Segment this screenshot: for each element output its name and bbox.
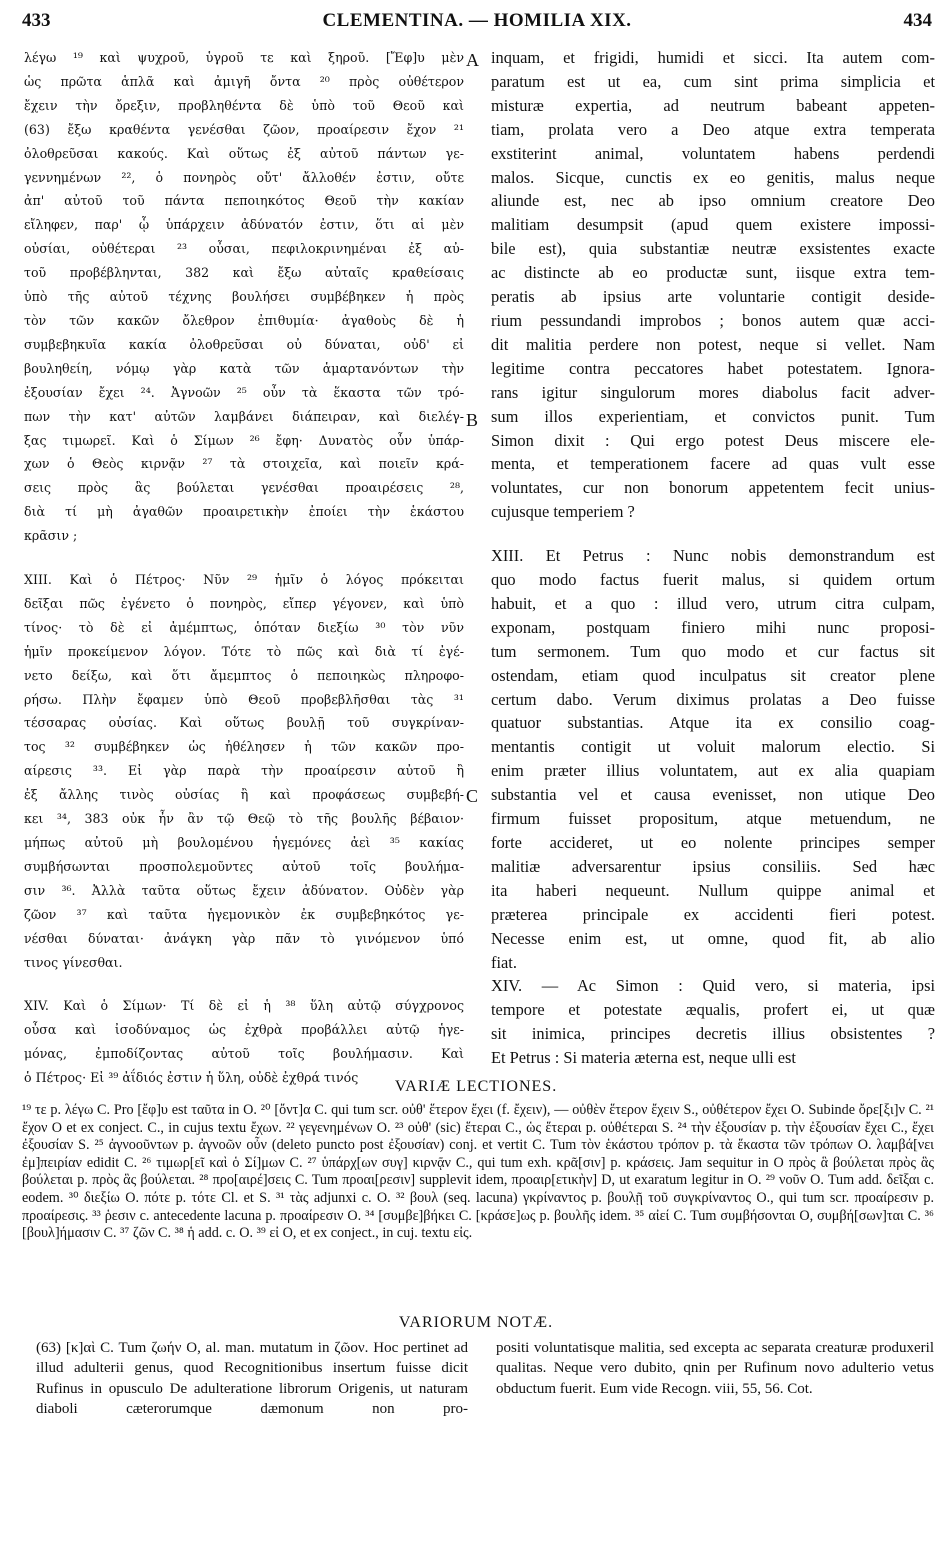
greek-text-line: σεις πρὸς ἃς βούλεται γενέσθαι προαιρέσεις ²⁸, [24, 480, 464, 496]
latin-text-line: sit inimica, principes decretis illius obsistentes ? [491, 1024, 935, 1044]
latin-text-line: tempore et potestate æqualis, profert ei, ut quæ [491, 1000, 935, 1020]
variorum-notae-col1: (63) [κ]αὶ C. Tum ζωήν O, al. man. mutatum in ζῶον. Hoc pertinet ad illud adulterii genus, quod Recognitionibus insertum fuisse dicit Rufinus in opusculo De adulteratione librorum Origenis, ut naturam diaboli cæterorumque dæmonum non pro- [36, 1340, 468, 1418]
paragraph-gap [491, 524, 935, 544]
greek-text-line: ὁ Πέτρος· Εἰ ³⁹ ἀΐδιός ἐστιν ἡ ὕλη, οὐδὲ ἐχθρά τινός [24, 1070, 359, 1086]
greek-text-line: ζῶον ³⁷ καὶ ταῦτα ἡγεμονικὸν ἐκ συμβεβηκότος γε- [24, 906, 464, 922]
latin-text-line: enim præter illius voluntatem, aut ex alia quapiam [491, 761, 935, 781]
paragraph-gap [24, 548, 464, 568]
latin-text-line: tiam, prolata vero a Deo atque extra temperata [491, 119, 935, 139]
latin-text-line: Simon dixit : Qui ergo potest Deus miscere ele- [491, 430, 935, 450]
greek-text-line: ὑπὸ τῆς αὐτοῦ τέχνης βουλήσει συμβέβηκεν ἡ πρὸς [24, 289, 464, 305]
latin-text-line: habuit, et a quo : illud vero, utrum citra culpam, [491, 593, 935, 613]
greek-text-line: συμβήσωνται προσπολεμοῦντες αὐτοῦ τοῖς βουλήμα- [24, 858, 464, 874]
greek-text-line: μόνας, ἐμποδίζοντας αὐτοῦ τοῖς βουλήμασιν. Καὶ [24, 1046, 464, 1062]
greek-text-line: νετο δείξω, καὶ ὅτι ἄμεμπτος ὁ πεποιηκὼς πληροφο- [24, 667, 464, 683]
latin-text-line: inquam, et frigidi, humidi et sicci. Ita autem com- [491, 48, 935, 67]
latin-text-line: legitime contra peccatores habet potestatem. Ignora- [491, 358, 935, 378]
greek-text-line: λέγω ¹⁹ καὶ ψυχροῦ, ὑγροῦ τε καὶ ξηροῦ. [Ἔφ]υ μὲν [24, 50, 464, 65]
latin-text-line: malitiam desumpsit (apud quem existere impossi- [491, 215, 935, 235]
greek-text-line: δεῖξαι πῶς ἐγένετο ὁ πονηρὸς, εἴπερ γέγονεν, καὶ ὑπὸ [24, 595, 464, 611]
latin-text-line: ac distincte ab eo productæ sunt, iisque extra tem- [491, 263, 935, 283]
margin-letter-b: B [466, 410, 479, 430]
greek-text-line: τέσσαρας οὐσίας. Καὶ οὕτως βουλῇ τοῦ συγκρίναν- [24, 715, 464, 731]
latin-text-line: Necesse enim est, ut omne, quod fit, ab alio [491, 928, 935, 948]
paragraph-gap [24, 974, 464, 994]
greek-text-line: XIII. Καὶ ὁ Πέτρος· Νῦν ²⁹ ἡμῖν ὁ λόγος πρόκειται [24, 572, 464, 588]
latin-text-line: bile est), quia substantiæ neutræ exsistentes exacte [491, 239, 935, 259]
greek-text-line: τος ³² συμβέβηκεν ὡς ἠθέλησεν ἡ τῶν κακῶν προ- [24, 739, 464, 755]
latin-text-line: sum illos experientiam, et convictos punit. Tum [491, 406, 935, 426]
latin-text-line: ita haberi nequeunt. Nullum quippe animal et [491, 880, 935, 900]
greek-text-line: αίρεσις ³³. Εἰ γὰρ παρὰ τὴν προαίρεσιν αὐτοῦ ἢ [24, 763, 464, 779]
greek-text-line: ἐξ ἄλλης τινὸς οὐσίας ἢ καὶ προφάσεως συμβεβή- [24, 787, 464, 803]
greek-text-line: ὡς πρῶτα ἁπλᾶ καὶ ἀμιγῆ ὄντα ²⁰ πρὸς οὐθέτερον [24, 73, 464, 89]
margin-letter-c: C [466, 786, 479, 806]
latin-text-line: quo modo factus fuerit malus, si quidem ortum [491, 570, 935, 590]
latin-text-line: mentantis contigit ut voluit malorum electio. Si [491, 737, 935, 757]
greek-text-line: ἀπ' αὐτοῦ τοῦ πάντα πεποιηκότος Θεοῦ τὴν κακίαν [24, 193, 464, 209]
latin-text-line: voluntates, cur non bonorum appetentem fecit unius- [491, 478, 935, 498]
greek-text-line: διὰ τί μὴ ἀγαθῶν προαιρετικὴν ἐποίει τὴν ἑκάστου [24, 504, 464, 520]
latin-text-line: exponam, postquam finiero mihi nunc proposi- [491, 617, 935, 637]
latin-text-line: malitiæ adversarentur ipsius consiliis. Sed hæc [491, 856, 935, 876]
latin-text-line: paratum est ut ea, cum sint prima simplicia et [491, 71, 935, 91]
latin-text-line: tum sermonem. Tum quo modo et cur factus sit [491, 641, 935, 661]
latin-text-line: XIII. Et Petrus : Nunc nobis demonstrandum est [491, 546, 935, 566]
greek-text-line: οὐσίαι, οὐθέτεραι ²³ οὖσαι, πεφιλοκρινημέναι ἐξ αὐ- [24, 241, 464, 257]
latin-text-line: misturæ expertia, ad neutrum babeant appeten- [491, 95, 935, 115]
greek-column [24, 46, 464, 1090]
greek-text-line: νέσθαι δύναται· ἀνάγκη γὰρ πᾶν τὸ γινόμενον ὑπό [24, 930, 464, 946]
variae-lectiones-text: ¹⁹ τε p. λέγω C. Pro [ἔφ]υ est ταῦτα in O. ²⁰ [ὄντ]α C. qui tum scr. οὐθ' ἕτερον ἔχει (f. ἔχειν), — οὐθὲν ἕτερον ἔχειν S., οὐθέτερον ἔχει O. Subinde ὄρε[ξι]ν C. ²¹ ἔχον O et ex conject. C., in cujus textu ἔχων. ²² γεγενημένων O. ²³ οὐθ' (sic) ἕτεραι C., ὡς ἕτεραι p. οὐθέτεραι S. ²⁴ τὴν ἐξουσίαν p. τὴν ἐξουσίαν ἔχει C., ἔχει ἐξουσίαν S. ²⁵ ἀγνοοῦντων p. ἀγνοῶν οὖν (deleto puncto post ἐξουσίαν) conj. et vertit C. Tum τὸν ἑκάστου τρόπον p. τὰ ἕκαστα τῶν τρόπων O. λαμβά[νει ἐμ]πειρίαν edidit C. ²⁶ τιμωρ[εῖ καὶ ὁ Σί]μων C. ²⁷ ὑπάρχ[ων συγ] κιρνᾷν C., qui tum exh. κρᾶ[σιν] p. κράσεις. Jam sequitur in O πρὸς ἃ βούλεται πρὸς ἃς βούλεται p. πρὸς ἃς βούλεται. ²⁸ προ[αιρέ]σεις C. Tum προαι[ρεσιν] supplevit idem, προαιρ[ετικὴν] D, ut exaratum legitur in O. ²⁹ νοῦν O. Tum add. δεῖξαι c. eodem. ³⁰ διεξίω O. πότε p. τότε Cl. et S. ³¹ τὰς adjunxi c. O. ³² βουλ (seq. lacuna) γκρίναντος p. βουλῇ τοῦ συγκρίναντος O., qui tum scr. προαίρεσιν p. προαίρεσις. ³³ ῥεσιν c. antecedente lacuna p. προαίρεσιν O. ³⁴ [συμβε]βήκει C. [κράσε]ως p. βουλῆς idem. ³⁵ αἰεί C. Tum συμβήσονται O, συμβή[σων]ται C. ³⁶ [βουλ]ήμασιν C. ³⁷ ζῶν C. ³⁸ ἡ add. c. O. ³⁹ εἰ O, et ex conject., in cuj. textu εἰς. [22, 1102, 934, 1242]
latin-text-line: peratis ab ipsius arte voluntarie contigit deside- [491, 287, 935, 307]
latin-text-line: Et Petrus : Si materia æterna est, neque ulli est [491, 1048, 796, 1068]
latin-text-line: exstiterint animal, voluntatem habens perdendi [491, 143, 935, 163]
page-number-left: 433 [22, 10, 51, 31]
latin-text-line: dit malitia perdere non potest, neque si vellet. Nam [491, 334, 935, 354]
latin-text-line: menta, et temperationem facere ad quas vult esse [491, 454, 935, 474]
greek-text-line: ἡμῖν προκείμενον λόγον. Τότε τὸ πῶς καὶ διὰ τί ἐγέ- [24, 643, 464, 659]
greek-text-line: κρᾶσιν ; [24, 528, 78, 544]
greek-text-line: τίνος· τὸ δὲ εἰ ἀμέμπτως, ὁπόταν διεξίω ³⁰ τὸν νῦν [24, 619, 464, 635]
greek-text-line: τοῦ προβέβληνται, 382 καὶ ἔξω αὐταῖς κραθείσαις [24, 265, 464, 281]
greek-text-line: βουληθείη, νόμῳ γὰρ κατὰ τῶν ἁμαρτανόντων τὴν [24, 360, 464, 376]
greek-text-line: τινος γίνεσθαι. [24, 954, 123, 970]
greek-text-line: ξας τιμωρεῖ. Καὶ ὁ Σίμων ²⁶ ἔφη· Δυνατὸς οὖν ὑπάρ- [24, 432, 464, 448]
latin-text-line: rium pessundandi improbos ; bonos autem quæ acci- [491, 310, 935, 330]
latin-text-line: præterea principale ex accidenti fieri potest. [491, 904, 935, 924]
latin-text-line: cujusque temperiem ? [491, 502, 635, 522]
greek-text-line: συμβεβηκυῖα κακία ὀλοθρεῦσαι οὐ δύναται, οὐδ' εἰ [24, 336, 464, 352]
margin-letter-a: A [466, 50, 479, 70]
greek-text-line: οὖσα καὶ ἰσοδύναμος ὡς ἐχθρὰ προβάλλει αὐτῷ ἡγε- [24, 1022, 464, 1038]
page-number-right: 434 [903, 10, 932, 31]
greek-text-line: τὸν τῶν κακῶν ὄλεθρον ἐπιθυμία· ἀγαθοὺς δὲ ἡ [24, 312, 464, 328]
greek-text-line: εἴληφεν, παρ' ᾧ ὑπάρχειν ἀδύνατόν ἐστιν, ὅτι αἱ μὲν [24, 217, 464, 233]
greek-text-line: ὀλοθρεῦσαι κακούς. Καὶ οὕτως ἐξ αὐτοῦ πάντων γε- [24, 145, 464, 161]
latin-text-line: malos. Sicque, cunctis ex eo genitis, malus neque [491, 167, 935, 187]
page-header [22, 10, 932, 44]
greek-text-line: (63) ἔξω κραθέντα γενέσθαι ζῶον, προαίρεσιν ἔχον ²¹ [24, 121, 464, 137]
variorum-notae-heading: VARIORUM NOTÆ. [398, 1314, 554, 1331]
latin-text-line: firmum fuisset propositum, atque metuendum, ne [491, 809, 935, 829]
latin-column [491, 46, 935, 1070]
greek-text-line: μήπως αὐτοῦ μὴ βουλομένου ἡγεμόνες ἀεὶ ³⁵ κακίας [24, 835, 464, 850]
greek-text-line: ἔχειν τὴν ὄρεξιν, προβληθέντα δὲ ὑπὸ τοῦ Θεοῦ καὶ [24, 97, 464, 113]
greek-text-line: σιν ³⁶. Ἀλλὰ ταῦτα οὕτως ἔχειν ἀδύνατον. Οὐδὲν γὰρ [24, 882, 464, 898]
latin-text-line: XIV. — Ac Simon : Quid vero, si materia, ipsi [491, 976, 935, 996]
latin-text-line: quatuor substantias. Atque ita ex consilio coag- [491, 713, 935, 733]
running-title: CLEMENTINA. — HOMILIA XIX. [322, 10, 632, 31]
latin-text-line: forte accideret, ut eo nolente principes semper [491, 833, 935, 852]
variorum-notae-col2: positi voluntatisque malitia, sed excepta ac separata creaturæ produxeril qualitas. Neque vero dubito, qnin per Rufinum novo adulterio vetus obductum fuerit. Eum vide Recogn. viii, 55, 56. Cot. [496, 1340, 934, 1397]
greek-text-line: XIV. Καὶ ὁ Σίμων· Τί δὲ εἰ ἡ ³⁸ ὕλη αὐτῷ σύγχρονος [24, 998, 464, 1014]
greek-text-line: κει ³⁴, 383 οὐκ ἦν ἂν τῷ Θεῷ τὸ τῆς βουλῆς βέβαιον· [24, 811, 464, 827]
latin-text-line: aliunde est, nec ab ipso omnium creatore Deo [491, 191, 935, 211]
latin-text-line: substantia vel et causa evenisset, non utique Deo [491, 785, 935, 805]
variae-lectiones-heading: VARIÆ LECTIONES. [394, 1078, 558, 1095]
greek-text-line: πων τὴν κατ' αὐτῶν λαμβάνει διάπειραν, καὶ διελέγ- [24, 408, 464, 424]
greek-text-line: ἐξουσίαν ἔχει ²⁴. Ἀγνοῶν ²⁵ οὖν τὰ ἕκαστα τῶν τρό- [24, 384, 464, 400]
latin-text-line: certum dabo. Verum diximus prolatas a Deo fuisse [491, 689, 935, 709]
latin-text-line: fiat. [491, 952, 517, 972]
latin-text-line: rans igitur singulorum mores diabolus facit adver- [491, 382, 935, 402]
greek-text-line: γεννημένων ²², ὁ πονηρὸς οὔτ' ἄλλοθέν ἐστιν, οὔτε [24, 169, 464, 185]
greek-text-line: ρήσω. Πλὴν ἔφαμεν ὑπὸ Θεοῦ προβεβλῆσθαι τὰς ³¹ [24, 691, 464, 707]
latin-text-line: ostendam, etiam quod inculpatus sit creator plene [491, 665, 935, 685]
greek-text-line: χων ὁ Θεὸς κιρνᾷν ²⁷ τὰ στοιχεῖα, καὶ ποιεῖν κρά- [24, 456, 464, 472]
